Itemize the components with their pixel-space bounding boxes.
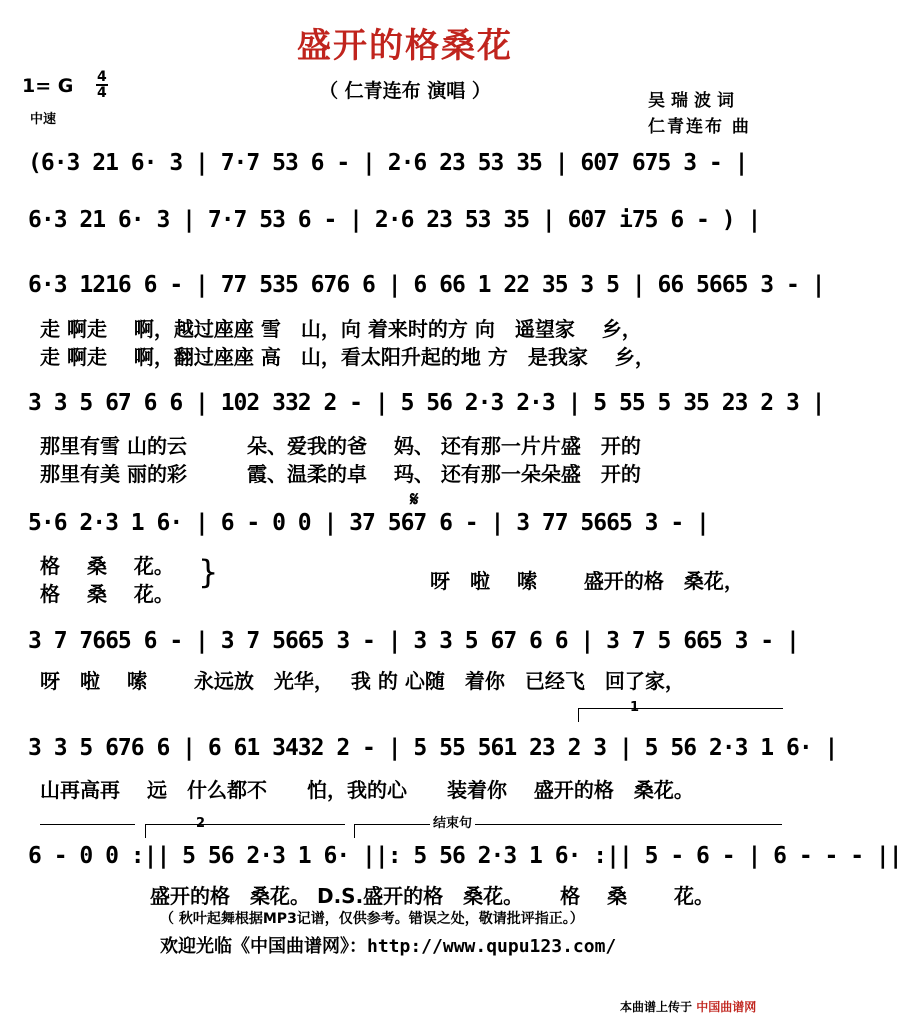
lyric-row-5-verse-1: 格 桑 花。 [40, 554, 174, 578]
site-welcome: 欢迎光临《中国曲谱网》：http://www.qupu123.com/ [160, 936, 617, 957]
key-signature: 1= G [22, 75, 74, 97]
ending-bracket [354, 824, 782, 825]
volta-2-bracket [145, 824, 345, 825]
footer-prefix: 本曲谱上传于 [620, 1000, 693, 1014]
tempo-marking: 中速 [30, 112, 57, 127]
segno-sign: 𝄋 [410, 487, 419, 511]
score-row-5: 5·6 2·3 1 6· | 6 - 0 0 | 37 567 6 - | 3 77 5665 3 - | [28, 510, 709, 536]
score-row-1: (6·3 21 6· 3 | 7·7 53 6 - | 2·6 23 53 35 | 607 675 3 - | [28, 150, 748, 176]
lyric-row-5-verse-2: 格 桑 花。 [40, 582, 174, 606]
lyric-row-3-verse-1: 走 啊走 啊，越过座座 雪 山，向 着来时的方 向 遥望家 乡， [40, 317, 642, 341]
score-row-4: 3 3 5 67 6 6 | 102 332 2 - | 5 56 2·3 2·3 | 5 55 5 35 23 2 3 | [28, 390, 825, 416]
composer-credit: 仁青连布 曲 [648, 117, 751, 137]
ending-bracket-start [354, 824, 355, 838]
volta-1-bracket-start [578, 708, 579, 722]
lyric-row-4-verse-2: 那里有美 丽的彩 霞、温柔的卓 玛、 还有那一朵朵盛 开的 [40, 462, 641, 486]
volta-2-number: 2 [196, 816, 206, 831]
lyric-row-7: 山再高再 远 什么都不 怕，我的心 装着你 盛开的格 桑花。 [40, 778, 694, 802]
transcription-note: （ 秋叶起舞根据MP3记谱，仅供参考。错误之处，敬请批评指正。） [160, 911, 584, 927]
time-signature [96, 70, 108, 100]
verse-brace: } [198, 553, 219, 591]
lyricist-credit: 吴瑞波词 [648, 91, 740, 111]
singer-line: （ 仁青连布 演唱 ） [319, 80, 491, 102]
score-row-3: 6·3 1216 6 - | 77 535 676 6 | 6 66 1 22 35 3 5 | 66 5665 3 - | [28, 272, 825, 298]
lyric-row-4-verse-1: 那里有雪 山的云 朵、爱我的爸 妈、 还有那一片片盛 开的 [40, 434, 641, 458]
score-row-6: 3 7 7665 6 - | 3 7 5665 3 - | 3 3 5 67 6 6 | 3 7 5 665 3 - | [28, 628, 799, 654]
ending-label: 结束句 [430, 812, 475, 831]
lyric-row-5-chorus: 呀 啦 嗦 盛开的格 桑花， [430, 569, 744, 593]
lyric-row-8: 盛开的格 桑花。 D.S.盛开的格 桑花。 格 桑 花。 [150, 884, 715, 908]
score-row-8: 6 - 0 0 :|| 5 56 2·3 1 6· ||: 5 56 2·3 1 6· :|| 5 - 6 - | 6 - - - || [28, 843, 902, 869]
footer-brand: 中国曲谱网 [696, 1000, 757, 1014]
score-row-2: 6·3 21 6· 3 | 7·7 53 6 - | 2·6 23 53 35 | 607 i75 6 - ) | [28, 207, 761, 233]
lyric-row-3-verse-2: 走 啊走 啊，翻过座座 高 山，看太阳升起的地 方 是我家 乡， [40, 345, 655, 369]
volta-1-number: 1 [630, 700, 640, 715]
time-signature-bottom: 4 [97, 85, 107, 101]
volta-1-bracket [578, 708, 783, 709]
ending-left-bracket [40, 824, 135, 825]
time-signature-top: 4 [97, 69, 107, 85]
footer-watermark [620, 998, 756, 1015]
score-row-7: 3 3 5 676 6 | 6 61 3432 2 - | 5 55 561 23 2 3 | 5 56 2·3 1 6· | [28, 735, 838, 761]
lyric-row-6: 呀 啦 嗦 永远放 光华， 我 的 心随 着你 已经飞 回了家， [40, 669, 685, 693]
song-title: 盛开的格桑花 [297, 26, 513, 66]
volta-2-bracket-start [145, 824, 146, 838]
